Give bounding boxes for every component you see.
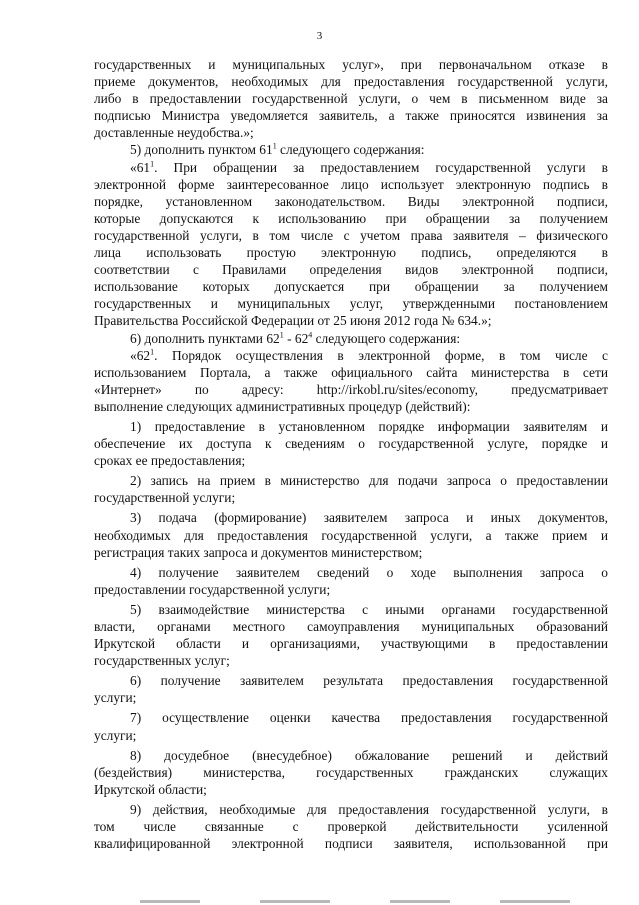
- text-line: выполнение следующих административных процедур (действий):: [94, 398, 471, 414]
- text-line: 4) получение заявителем сведений о ходе выполнения запроса о: [130, 564, 608, 580]
- text-line: государственных и муниципальных услуг», при первоначальном отказе в: [94, 57, 608, 72]
- text-line: использование которых допускается при обращении за получением: [94, 279, 608, 295]
- page-number: 3: [316, 30, 323, 42]
- text-line: сроках ее предоставления;: [94, 453, 246, 469]
- text-line: том числе связанные с проверкой действительности усиленной: [94, 819, 608, 835]
- text-line: приеме документов, необходимых для предоставления государственной услуги,: [94, 74, 608, 90]
- text-line: государственной услуги;: [94, 490, 236, 506]
- text-line: необходимых для предоставления государственной услуги, а также прием и: [94, 527, 608, 543]
- text-line: (бездействия) министерства, государственных гражданских служащих: [94, 764, 608, 780]
- text-line: «$62^1$. Порядок осуществления в электронной форме, в том числе с: [130, 347, 608, 363]
- text-line: Иркутской области;: [94, 781, 207, 797]
- text-line: государственной услуги, в том числе с учетом права заявителя – физического: [94, 227, 608, 243]
- text-line: 8) досудебное (внесудебное) обжалование решений и действий: [130, 747, 608, 763]
- text-line: подписью Министра уведомляется заявитель, а также приносятся извинения за: [94, 108, 608, 124]
- text-line: 1) предоставление в установленном порядке информации заявителям и: [130, 418, 608, 434]
- text-line: которые допускаются к использованию при обращении за получением: [94, 210, 608, 226]
- text-line: «$61^1$. При обращении за предоставлением государственной услуги в: [130, 159, 608, 175]
- text-line: использованием Портала, а также официального сайта министерства в сети: [94, 364, 608, 380]
- text-line: лица использовать простую электронную подпись, определяются в: [94, 245, 608, 261]
- text-line: власти, органами местного самоуправления муниципальных образований: [94, 619, 608, 634]
- text-line: 5) дополнить пунктом $61^1$ следующего содержания:: [130, 142, 425, 158]
- text-line: соответствии с Правилами определения видов электронной подписи,: [94, 262, 608, 278]
- text-line: порядке, установленном законодательством. Виды электронной подписи,: [94, 193, 608, 209]
- text-line: государственных услуг;: [94, 653, 230, 669]
- text-line: предоставлении государственной услуги;: [94, 581, 331, 597]
- text-line: 5) взаимодействие министерства с иными органами государственной: [130, 601, 608, 617]
- text-line: 2) запись на прием в министерство для подачи запроса о предоставлении: [130, 473, 608, 489]
- text-line: «Интернет» по адресу: http://irkobl.ru/sites/economy, предусматривает: [94, 381, 608, 397]
- text-line: государственных и муниципальных услуг, утвержденными постановлением: [94, 296, 608, 312]
- text-line: услуги;: [94, 727, 137, 743]
- document-body: [94, 56, 608, 852]
- text-line: 7) осуществление оценки качества предоставления государственной: [130, 710, 608, 726]
- text-line: услуги;: [94, 690, 137, 706]
- text-line: квалифицированной электронной подписи заявителя, использованной при: [94, 836, 608, 852]
- text-line: доставленные неудобства.»;: [94, 125, 254, 141]
- text-line: электронной форме заинтересованное лицо использует электронную подпись в: [94, 176, 608, 192]
- text-line: 9) действия, необходимые для предоставления государственной услуги, в: [130, 801, 608, 817]
- text-line: либо в предоставлении государственной услуги, о чем в письменном виде за: [94, 91, 608, 107]
- scan-artifact: [60, 891, 600, 905]
- text-line: 3) подача (формирование) заявителем запроса и иных документов,: [130, 510, 608, 526]
- text-line: обеспечение их доступа к сведениям о государственной услуге, порядке и: [94, 436, 608, 452]
- text-line: регистрация таких запроса и документов министерством;: [94, 544, 423, 560]
- text-line: Правительства Российской Федерации от 25 июня 2012 года № 634.»;: [94, 313, 492, 329]
- text-line: Иркутской области и организациями, участвующими в предоставлении: [94, 636, 608, 652]
- text-line: 6) получение заявителем результата предоставления государственной: [130, 673, 608, 689]
- text-line: 6) дополнить пунктами $62^1 - 62^4$ следующего содержания:: [130, 330, 461, 346]
